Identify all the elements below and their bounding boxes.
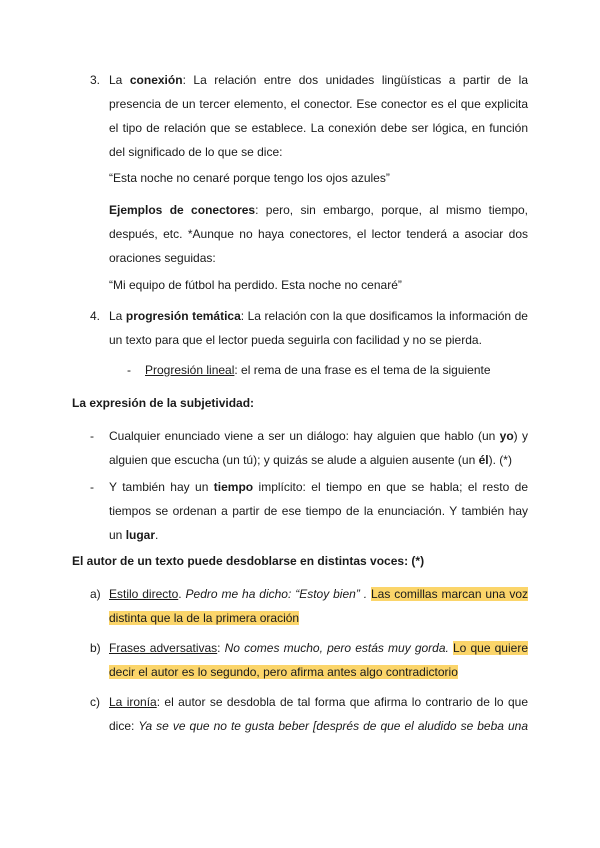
examples-text: : pero, sin embargo, porque, al mismo tiempo, después, etc. *Aunque no haya conectores, el lector tenderá a asociar dos oraciones seguidas: — [109, 203, 529, 265]
bullet-2-lugar: lugar — [125, 528, 156, 542]
item-b-sep: : — [217, 641, 225, 655]
item-b-letter: b) — [90, 641, 101, 655]
item-a-quote: Pedro me ha dicho: “Estoy bien” . — [185, 587, 368, 601]
item-a-highlight: Las comillas marcan una voz distinta que la de la primera oración — [109, 587, 529, 625]
item-a-letter: a) — [90, 587, 101, 601]
item-3-text: : La relación entre dos unidades lingüísticas a partir de la presencia de un tercer elemento, el conector. Ese conector es el que explicita el tipo de relación que se establece. La conexión debe ser lógica, en función del significado de lo que se dice: — [109, 73, 528, 159]
item-4-text: : La relación con la que dosificamos la información de un texto para que el lector pueda seguirla con facilidad y no se pierda. — [109, 309, 528, 347]
item-4-term: progresión temática — [125, 309, 241, 323]
item-3-paragraph — [109, 68, 528, 164]
item-b-term: Frases adversativas — [109, 641, 218, 655]
bullet-1-dash: - — [90, 429, 94, 443]
heading-subjetividad: La expresión de la subjetividad: — [72, 396, 255, 410]
examples-label: Ejemplos de conectores — [109, 203, 256, 217]
sub-bullet-dash: - — [127, 363, 131, 377]
item-a-term: Estilo directo — [109, 587, 179, 601]
examples-paragraph — [109, 198, 528, 270]
bullet-1-text-c: ). (*) — [488, 453, 512, 467]
item-c-paragraph — [109, 690, 528, 738]
item-3-term: conexión — [129, 73, 183, 87]
bullet-2-text-b: implícito: el tiempo en que se habla; el resto de tiempos se ordenan a partir de ese tiempo de la enunciación. Y también hay un — [109, 480, 528, 542]
example-quote-1: “Esta noche no cenaré porque tengo los ojos azules” — [109, 171, 390, 185]
item-a-sep: . — [178, 587, 186, 601]
item-3-lead: La — [109, 73, 130, 87]
item-4-paragraph — [109, 304, 528, 352]
heading-voces: El autor de un texto puede desdoblarse en distintas voces: (*) — [72, 554, 425, 568]
bullet-2-tiempo: tiempo — [213, 480, 254, 494]
bullet-2-text-c: . — [155, 528, 159, 542]
bullet-1-paragraph — [109, 424, 528, 472]
item-c-term: La ironía — [109, 695, 157, 709]
sub-bullet-term: Progresión lineal — [145, 363, 235, 377]
sub-bullet-progresion-lineal — [145, 358, 528, 382]
bullet-1-text-a: Cualquier enunciado viene a ser un diálogo: hay alguien que hablo (un — [109, 429, 500, 443]
item-b-paragraph — [109, 636, 528, 684]
item-4-number: 4. — [90, 309, 101, 323]
bullet-1-yo: yo — [499, 429, 514, 443]
item-c-text: : el autor se desdobla de tal forma que afirma lo contrario de lo que dice: — [109, 695, 528, 733]
item-b-highlight: Lo que quiere decir el autor es lo segundo, pero afirma antes algo contradictorio — [109, 641, 528, 679]
item-c-quote: Ya se ve que no te gusta beber [després de que el aludido se beba una — [138, 719, 528, 733]
example-quote-2: “Mi equipo de fútbol ha perdido. Esta noche no cenaré” — [109, 278, 402, 292]
sub-bullet-text: : el rema de una frase es el tema de la siguiente — [234, 363, 491, 377]
bullet-2-text-a: Y también hay un — [109, 480, 214, 494]
item-3-number: 3. — [90, 73, 101, 87]
item-c-letter: c) — [90, 695, 100, 709]
bullet-1-el: él — [478, 453, 489, 467]
bullet-1-text-b: ) y alguien que escucha (un tú); y quizás se alude a alguien ausente (un — [109, 429, 528, 467]
item-b-quote: No comes mucho, pero estás muy gorda. — [224, 641, 449, 655]
item-a-paragraph — [109, 582, 528, 630]
bullet-2-dash: - — [90, 480, 94, 494]
bullet-2-paragraph — [109, 475, 528, 547]
item-4-lead: La — [109, 309, 126, 323]
